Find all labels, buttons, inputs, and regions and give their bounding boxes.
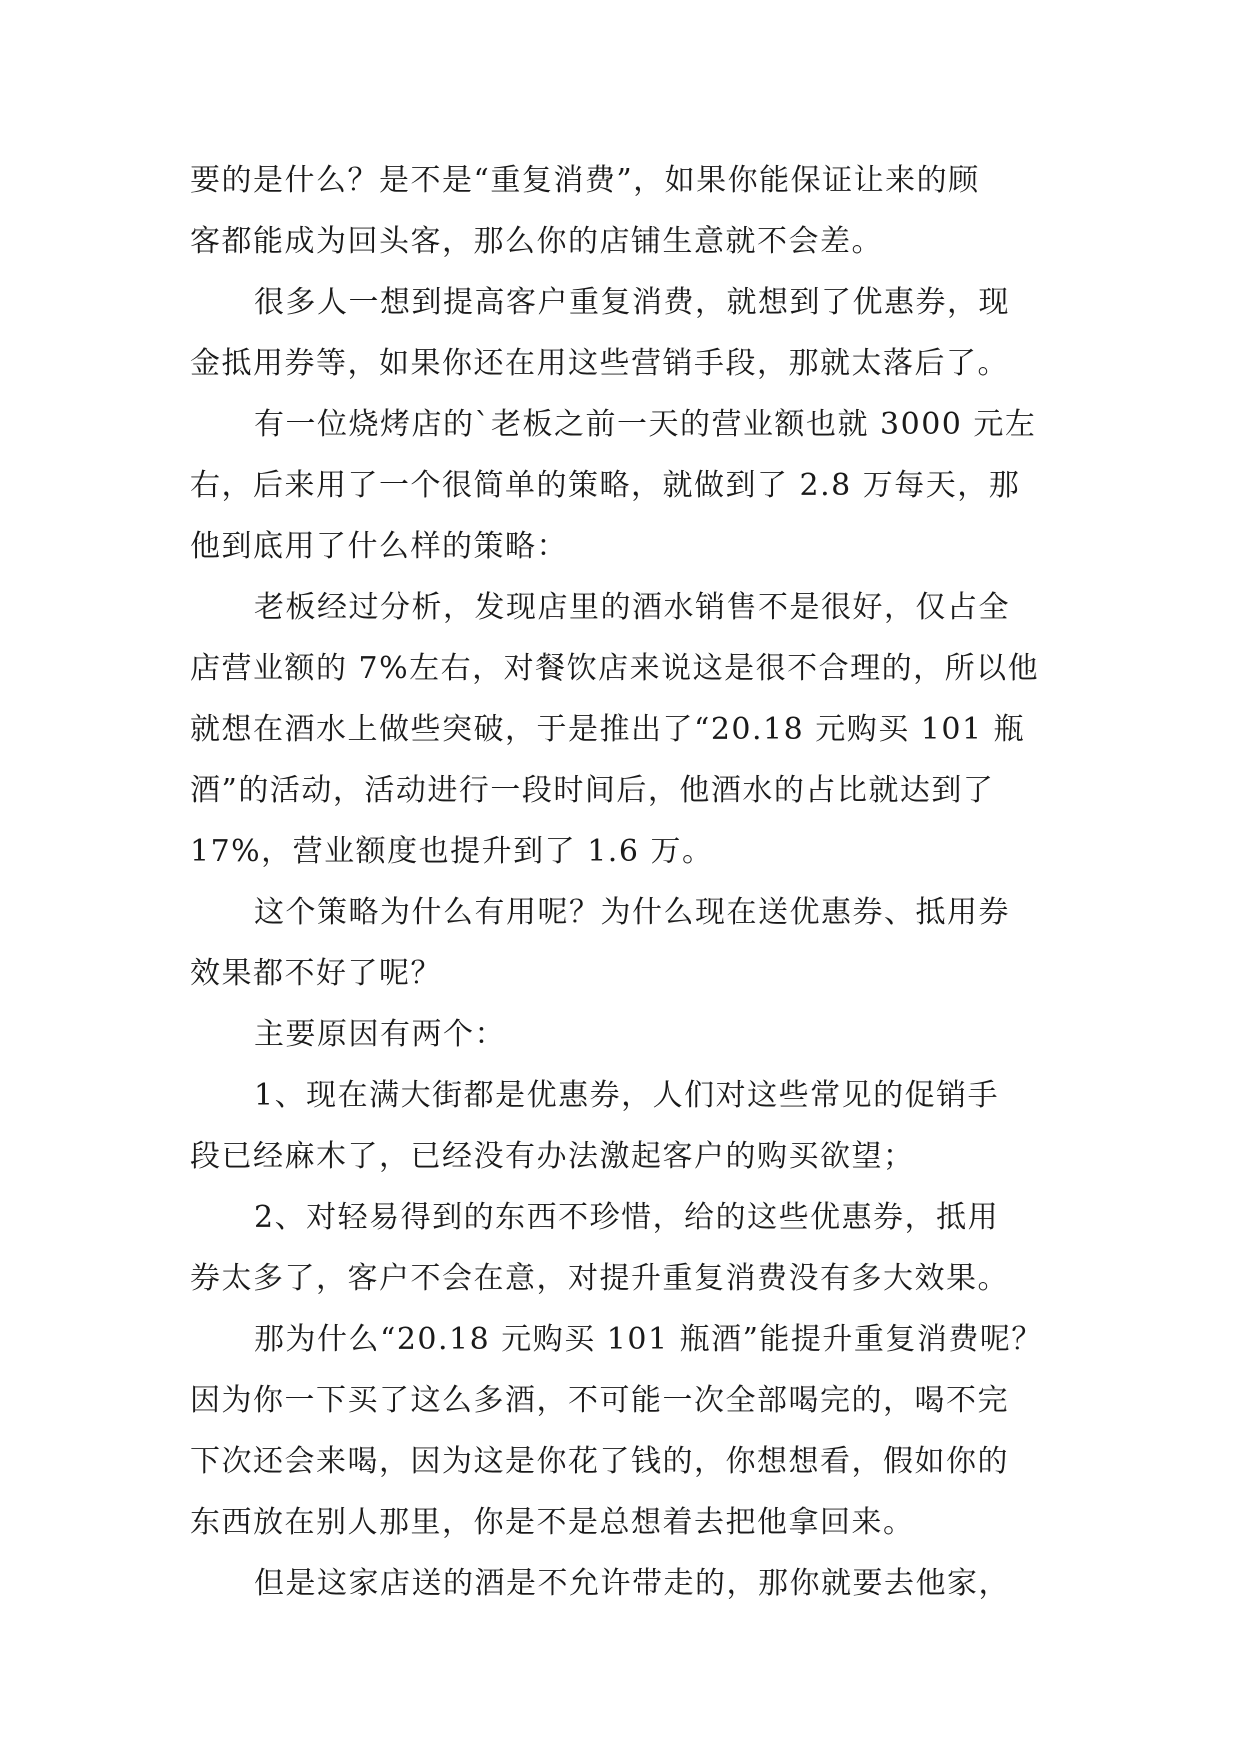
text-line: 很多人一想到提高客户重复消费，就想到了优惠券，现 [254, 285, 1010, 320]
text-line: 要的是什么？是不是“重复消费”，如果你能保证让来的顾 [190, 163, 980, 198]
text-line: 那为什么“20.18 元购买 101 瓶酒”能提升重复消费呢？ [254, 1322, 1043, 1357]
text-line: 但是这家店送的酒是不允许带走的，那你就要去他家， [254, 1566, 1010, 1601]
text-line: 老板经过分析，发现店里的酒水销售不是很好，仅占全 [254, 590, 1010, 625]
text-line: 17%，营业额度也提升到了 1.6 万。 [190, 834, 714, 869]
text-line: 下次还会来喝，因为这是你花了钱的，你想想看，假如你的 [190, 1444, 1009, 1479]
text-line: 东西放在别人那里，你是不是总想着去把他拿回来。 [190, 1505, 915, 1540]
text-line: 有一位烧烤店的`老板之前一天的营业额也就 3000 元左 [254, 407, 1037, 442]
text-line: 1、现在满大街都是优惠券，人们对这些常见的促销手 [254, 1078, 1000, 1113]
text-line: 酒”的活动，活动进行一段时间后，他酒水的占比就达到了 [190, 773, 995, 808]
text-line: 客都能成为回头客，那么你的店铺生意就不会差。 [190, 224, 883, 259]
body-text [190, 150, 1060, 1614]
text-line: 因为你一下买了这么多酒，不可能一次全部喝完的，喝不完 [190, 1383, 1009, 1418]
text-line: 效果都不好了呢？ [190, 956, 442, 991]
text-line: 这个策略为什么有用呢？为什么现在送优惠券、抵用券 [254, 895, 1010, 930]
text-line: 就想在酒水上做些突破，于是推出了“20.18 元购买 101 瓶 [190, 712, 1026, 747]
text-line: 右，后来用了一个很简单的策略，就做到了 2.8 万每天，那 [190, 468, 1021, 503]
text-line: 店营业额的 7%左右，对餐饮店来说这是很不合理的，所以他 [190, 651, 1040, 686]
text-line: 金抵用券等，如果你还在用这些营销手段，那就太落后了。 [190, 346, 1009, 381]
text-line: 段已经麻木了，已经没有办法激起客户的购买欲望； [190, 1139, 915, 1174]
text-line: 券太多了，客户不会在意，对提升重复消费没有多大效果。 [190, 1261, 1009, 1296]
text-line: 2、对轻易得到的东西不珍惜，给的这些优惠券，抵用 [254, 1200, 1000, 1235]
text-line: 他到底用了什么样的策略： [190, 529, 568, 564]
text-line: 主要原因有两个： [254, 1017, 506, 1052]
